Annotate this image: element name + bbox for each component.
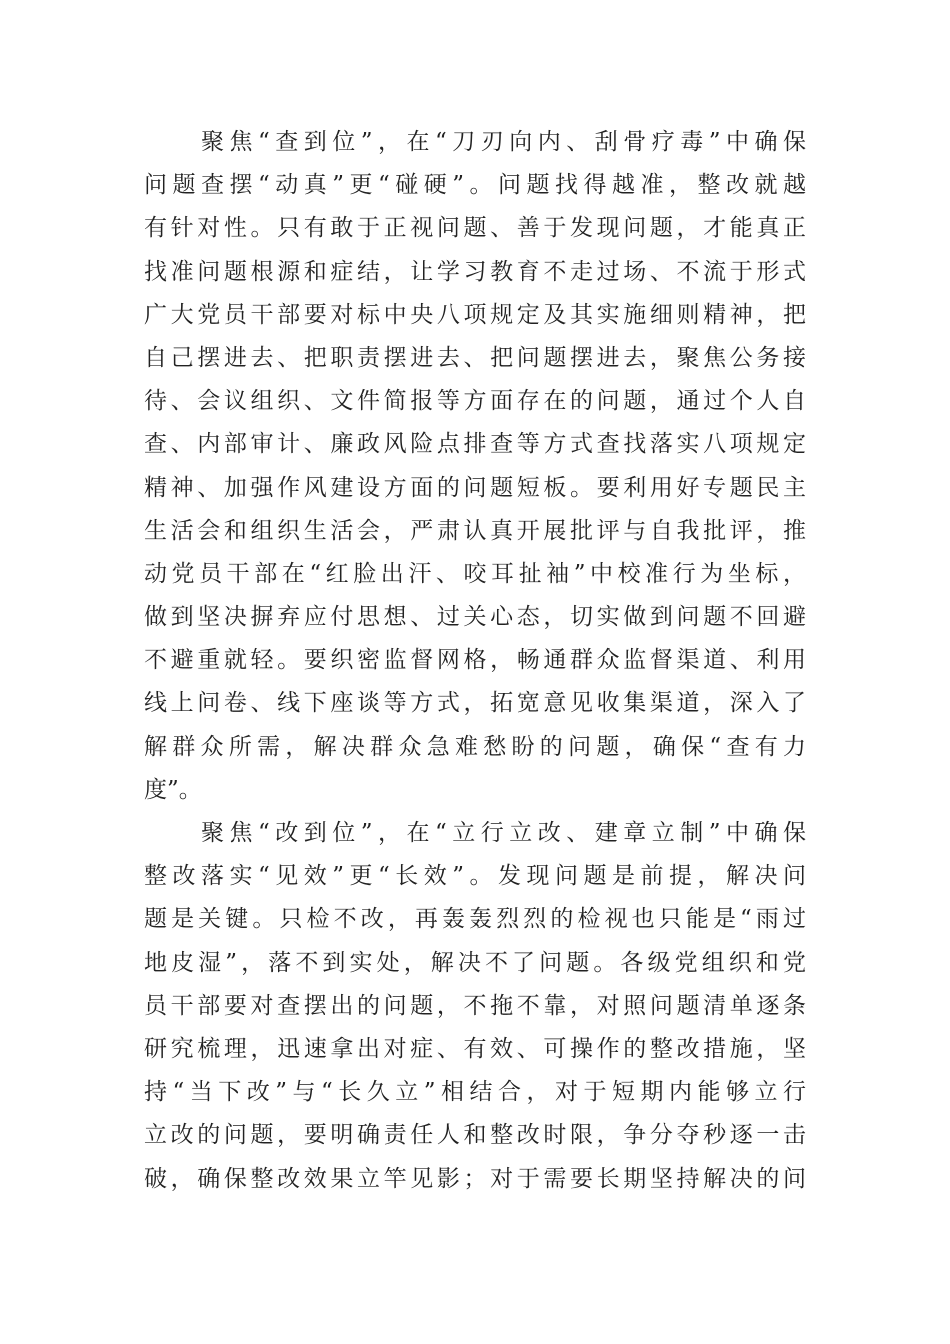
paragraph-line: 线上问卷、线下座谈等方式，拓宽意见收集渠道，深入了 [144,690,806,717]
paragraph-line: 题是关键。只检不改，再轰轰烈烈的检视也只能是“雨过 [144,906,806,933]
paragraph-line: 问题查摆“动真”更“碰硬”。问题找得越准，整改就越 [144,172,806,199]
paragraph-line: 做到坚决摒弃应付思想、过关心态，切实做到问题不回避 [144,604,806,631]
paragraph-line: 查、内部审计、廉政风险点排查等方式查找落实八项规定 [144,431,806,458]
paragraph-line: 精神、加强作风建设方面的问题短板。要利用好专题民主 [144,474,806,501]
paragraph-line: 生活会和组织生活会，严肃认真开展批评与自我批评，推 [144,517,806,544]
document-body [144,121,806,1201]
paragraph-line: 待、会议组织、文件简报等方面存在的问题，通过个人自 [144,388,806,415]
paragraph-line: 聚焦“查到位”，在“刀刃向内、刮骨疗毒”中确保 [144,129,806,155]
paragraph-line: 研究梳理，迅速拿出对症、有效、可操作的整改措施，坚 [144,1035,806,1062]
paragraph-line: 找准问题根源和症结，让学习教育不走过场、不流于形式 [144,258,806,285]
paragraph-line: 员干部要对查摆出的问题，不拖不靠，对照问题清单逐条 [144,992,806,1019]
paragraph-line: 度”。 [144,776,202,803]
paragraph-line: 聚焦“改到位”，在“立行立改、建章立制”中确保 [144,820,806,846]
paragraph-line: 持“当下改”与“长久立”相结合，对于短期内能够立行 [144,1079,806,1106]
paragraph-line: 解群众所需，解决群众急难愁盼的问题，确保“查有力 [144,733,806,760]
paragraph-line: 自己摆进去、把职责摆进去、把问题摆进去，聚焦公务接 [144,344,806,371]
paragraph-line: 有针对性。只有敢于正视问题、善于发现问题，才能真正 [144,215,806,242]
paragraph-1 [144,121,806,812]
paragraph-line: 破，确保整改效果立竿见影；对于需要长期坚持解决的问 [144,1165,806,1192]
paragraph-line: 立改的问题，要明确责任人和整改时限，争分夺秒逐一击 [144,1122,806,1149]
paragraph-line: 不避重就轻。要织密监督网格，畅通群众监督渠道、利用 [144,647,806,674]
paragraph-line: 动党员干部在“红脸出汗、咬耳扯袖”中校准行为坐标， [144,560,806,587]
paragraph-line: 地皮湿”，落不到实处，解决不了问题。各级党组织和党 [144,949,806,976]
paragraph-line: 广大党员干部要对标中央八项规定及其实施细则精神，把 [144,301,806,328]
paragraph-line: 整改落实“见效”更“长效”。发现问题是前提，解决问 [144,863,806,890]
paragraph-2 [144,812,806,1201]
